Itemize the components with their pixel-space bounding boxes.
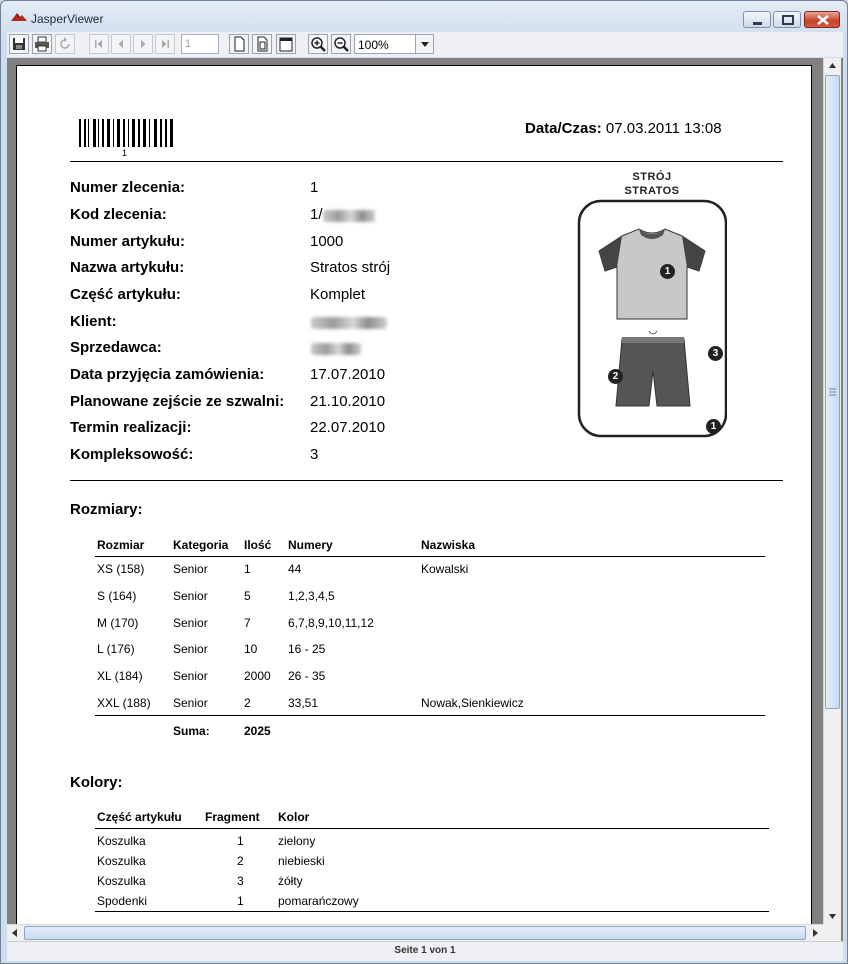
scroll-corner: [823, 924, 841, 941]
field-value: 1000: [310, 233, 344, 250]
reload-button[interactable]: [55, 34, 75, 54]
field-value: 21.10.2010: [310, 393, 386, 410]
scroll-up-button[interactable]: [824, 58, 841, 74]
close-button[interactable]: [804, 11, 840, 28]
print-icon: [34, 36, 50, 52]
callout-marker: 3: [708, 346, 723, 361]
table-cell: Spodenki: [97, 894, 148, 908]
sizes-header: Nazwiska: [421, 538, 476, 552]
arrow-right-icon: [807, 925, 823, 941]
table-cell: Senior: [173, 562, 208, 576]
first-page-icon: [91, 36, 107, 52]
horizontal-scrollbar[interactable]: [7, 924, 823, 941]
callout-marker: 1: [706, 419, 721, 434]
zoom-in-icon: [310, 36, 326, 52]
table-cell: XS (158): [97, 562, 145, 576]
table-cell: 2000: [244, 669, 271, 683]
table-cell: Senior: [173, 616, 208, 630]
reload-icon: [57, 36, 73, 52]
chevron-down-icon: [416, 35, 434, 53]
sizes-sum-value: 2025: [244, 724, 271, 738]
colors-header: Część artykułu: [97, 810, 182, 824]
table-cell: 7: [244, 616, 251, 630]
colors-header: Kolor: [278, 810, 310, 824]
table-cell: niebieski: [278, 854, 325, 868]
maximize-button[interactable]: [773, 11, 801, 28]
fit-page-button[interactable]: [252, 34, 272, 54]
barcode-number: 1: [122, 148, 128, 158]
report-viewport[interactable]: [7, 58, 843, 941]
table-cell: Koszulka: [97, 834, 146, 848]
zoom-out-icon: [333, 36, 349, 52]
redacted-value: [311, 317, 387, 329]
table-header-line: [95, 556, 765, 557]
minimize-button[interactable]: [743, 11, 771, 28]
table-cell: 2: [244, 696, 251, 710]
table-cell: 6,7,8,9,10,11,12: [288, 616, 374, 630]
field-value: 3: [310, 446, 319, 463]
next-page-icon: [135, 36, 151, 52]
vertical-scroll-thumb[interactable]: [825, 75, 840, 709]
table-cell: 1: [237, 894, 244, 908]
previous-page-icon: [113, 36, 129, 52]
save-button[interactable]: [9, 34, 29, 54]
report-page: [16, 65, 812, 941]
callout-marker: 2: [608, 369, 623, 384]
last-page-button[interactable]: [155, 34, 175, 54]
page-status: Seite 1 von 1: [394, 945, 456, 956]
next-page-button[interactable]: [133, 34, 153, 54]
table-footer-line: [95, 911, 769, 912]
sizes-sum-label: Suma:: [173, 724, 210, 738]
actual-size-button[interactable]: [229, 34, 249, 54]
status-bar: [7, 941, 843, 961]
zoom-select[interactable]: [354, 34, 434, 54]
callout-marker: 1: [660, 264, 675, 279]
field-label: Termin realizacji:: [70, 419, 192, 436]
toolbar: [7, 32, 843, 57]
table-cell: Senior: [173, 669, 208, 683]
table-cell: Nowak,Sienkiewicz: [421, 696, 524, 710]
arrow-up-icon: [824, 58, 841, 74]
save-icon: [11, 36, 27, 52]
table-cell: S (164): [97, 589, 137, 603]
table-cell: 10: [244, 642, 258, 656]
close-icon: [805, 12, 841, 29]
arrow-left-icon: [7, 925, 23, 941]
field-label: Klient:: [70, 313, 117, 330]
uniform-drawing: [577, 171, 727, 441]
sizes-header: Kategoria: [173, 538, 229, 552]
table-cell: Senior: [173, 642, 208, 656]
zoom-in-button[interactable]: [308, 34, 328, 54]
zoom-value: 100%: [358, 38, 389, 52]
separator-line: [70, 480, 783, 481]
separator-line: [70, 161, 783, 162]
actual-size-icon: [231, 36, 247, 52]
zoom-out-button[interactable]: [331, 34, 351, 54]
table-cell: Koszulka: [97, 854, 146, 868]
scroll-left-button[interactable]: [7, 925, 23, 941]
field-label: Planowane zejście ze szwalni:: [70, 393, 285, 410]
window-title: JasperViewer: [31, 12, 104, 26]
image-title-line2: STRATOS: [624, 185, 680, 197]
horizontal-scroll-thumb[interactable]: [24, 926, 806, 940]
table-cell: żółty: [278, 874, 303, 888]
table-cell: 1: [244, 562, 251, 576]
table-cell: 26 - 35: [288, 669, 326, 683]
maximize-icon: [774, 12, 802, 29]
sizes-header: Ilość: [244, 538, 272, 552]
field-label: Sprzedawca:: [70, 339, 162, 356]
table-cell: XL (184): [97, 669, 143, 683]
arrow-down-icon: [824, 908, 841, 924]
sizes-section-title: Rozmiary:: [70, 501, 143, 518]
vertical-scrollbar[interactable]: [823, 58, 841, 924]
table-cell: M (170): [97, 616, 139, 630]
minimize-icon: [744, 12, 772, 29]
field-label: Nazwa artykułu:: [70, 259, 185, 276]
grip-icon: [826, 76, 839, 710]
table-cell: 1: [237, 834, 244, 848]
table-cell: 5: [244, 589, 251, 603]
table-cell: 2: [237, 854, 244, 868]
field-label: Numer artykułu:: [70, 233, 186, 250]
redacted-value: [311, 343, 361, 355]
report-datetime: [525, 120, 722, 137]
datetime-label: Data/Czas:: [525, 120, 602, 137]
table-cell: pomarańczowy: [278, 894, 359, 908]
colors-section-title: Kolory:: [70, 774, 123, 791]
title-bar[interactable]: [1, 1, 847, 31]
table-cell: Senior: [173, 696, 208, 710]
field-value: Komplet: [310, 286, 366, 303]
datetime-value: 07.03.2011 13:08: [605, 120, 722, 137]
table-cell: 44: [288, 562, 302, 576]
uniform-image: [577, 171, 727, 441]
fit-width-button[interactable]: [276, 34, 296, 54]
scroll-down-button[interactable]: [824, 908, 841, 924]
fit-width-icon: [278, 36, 294, 52]
scroll-right-button[interactable]: [807, 925, 823, 941]
fit-page-icon: [254, 36, 270, 52]
first-page-button[interactable]: [89, 34, 109, 54]
table-cell: Kowalski: [421, 562, 469, 576]
colors-header: Fragment: [205, 810, 260, 824]
barcode-image: [79, 119, 174, 147]
table-cell: 16 - 25: [288, 642, 326, 656]
table-cell: 1,2,3,4,5: [288, 589, 335, 603]
sizes-header: Rozmiar: [97, 538, 145, 552]
field-value: 1/: [310, 206, 323, 223]
sizes-header: Numery: [288, 538, 333, 552]
field-label: Część artykułu:: [70, 286, 181, 303]
field-value: 22.07.2010: [310, 419, 386, 436]
field-label: Kod zlecenia:: [70, 206, 167, 223]
field-label: Kompleksowość:: [70, 446, 194, 463]
previous-page-button[interactable]: [111, 34, 131, 54]
image-title-line1: STRÓJ: [632, 171, 672, 183]
field-label: Data przyjęcia zamówienia:: [70, 366, 265, 383]
table-cell: XXL (188): [97, 696, 151, 710]
table-cell: L (176): [97, 642, 135, 656]
field-value: 1: [310, 179, 319, 196]
print-button[interactable]: [32, 34, 52, 54]
table-header-line: [95, 828, 769, 829]
table-footer-line: [95, 715, 765, 716]
page-number-input[interactable]: 1: [181, 34, 219, 54]
redacted-value: [323, 210, 375, 222]
table-cell: Koszulka: [97, 874, 146, 888]
table-cell: 3: [237, 874, 244, 888]
table-cell: Senior: [173, 589, 208, 603]
field-label: Numer zlecenia:: [70, 179, 186, 196]
field-value: 17.07.2010: [310, 366, 386, 383]
field-value: Stratos strój: [310, 259, 391, 276]
last-page-icon: [157, 36, 173, 52]
table-cell: zielony: [278, 834, 316, 848]
zoom-dropdown-button[interactable]: [415, 35, 433, 53]
table-cell: 33,51: [288, 696, 319, 710]
jasper-logo-icon: [11, 12, 27, 22]
